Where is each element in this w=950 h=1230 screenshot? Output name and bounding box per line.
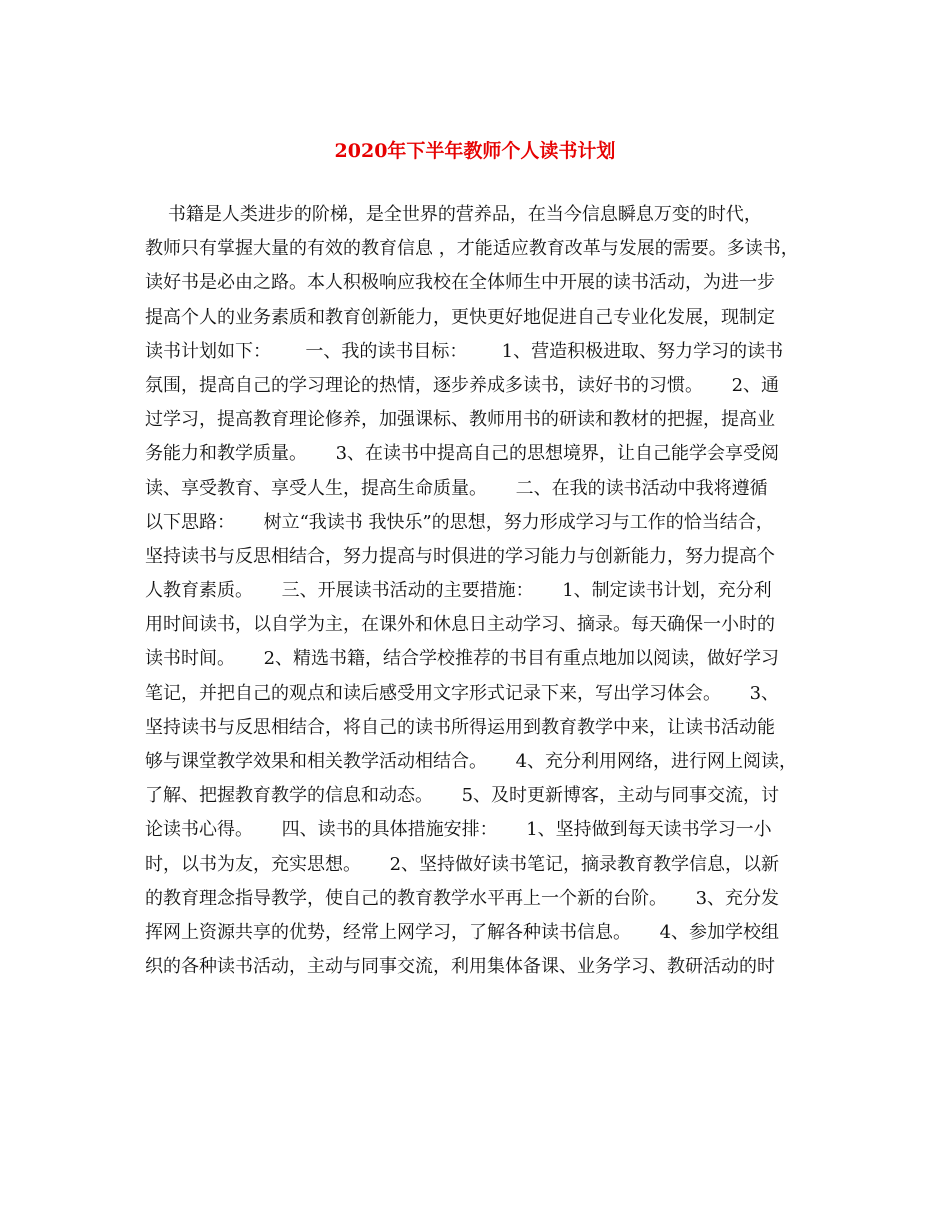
body-line: 用时间读书，以自学为主，在课外和休息日主动学习、摘录。每天确保一小时的 bbox=[145, 614, 775, 636]
body-line: 坚持读书与反思相结合，努力提高与时俱进的学习能力与创新能力，努力提高个 bbox=[145, 545, 775, 567]
body-line: 织的各种读书活动，主动与同事交流，利用集体备课、业务学习、教研活动的时 bbox=[145, 956, 775, 978]
body-line: 读、享受教育、享受人生，提高生命质量。 二、在我的读书活动中我将遵循 bbox=[145, 477, 768, 499]
body-line: 氛围，提高自己的学习理论的热情，逐步养成多读书，读好书的习惯。 2、通 bbox=[145, 374, 780, 396]
body-line: 够与课堂教学效果和相关教学活动相结合。 4、充分利用网络，进行网上阅读， bbox=[145, 751, 798, 772]
body-line: 读书计划如下： 一、我的读书目标： 1、营造积极进取、努力学习的读书 bbox=[145, 340, 784, 362]
document-body bbox=[145, 198, 815, 984]
body-line: 过学习，提高教育理论修养，加强课标、教师用书的研读和教材的把握，提高业 bbox=[145, 409, 775, 431]
body-line: 时，以书为友，充实思想。 2、坚持做好读书笔记，摘录教育教学信息，以新 bbox=[145, 853, 780, 875]
body-line: 提高个人的业务素质和教育创新能力，更快更好地促进自己专业化发展，现制定 bbox=[145, 306, 775, 328]
body-line: 务能力和教学质量。 3、在读书中提高自己的思想境界，让自己能学会享受阅 bbox=[145, 443, 780, 465]
body-line: 坚持读书与反思相结合，将自己的读书所得运用到教育教学中来，让读书活动能 bbox=[145, 716, 775, 738]
body-line: 挥网上资源共享的优势，经常上网学习，了解各种读书信息。 4、参加学校组 bbox=[145, 921, 780, 943]
body-line: 读书时间。 2、精选书籍，结合学校推荐的书目有重点地加以阅读，做好学习 bbox=[145, 648, 780, 670]
body-line: 读好书是必由之路。本人积极响应我校在全体师生中开展的读书活动，为进一步 bbox=[145, 272, 775, 294]
body-line: 教师只有掌握大量的有效的教育信息 ，才能适应教育改革与发展的需要。多读书， bbox=[145, 238, 799, 260]
body-line: 的教育理念指导教学，使自己的教育教学水平再上一个新的台阶。 3、充分发 bbox=[145, 887, 780, 909]
body-line: 以下思路： 树立“我读书 我快乐”的思想，努力形成学习与工作的恰当结合， bbox=[145, 511, 774, 533]
document-title: 2020年下半年教师个人读书计划 bbox=[334, 140, 616, 162]
body-line: 人教育素质。 三、开展读书活动的主要措施： 1、制定读书计划，充分利 bbox=[145, 580, 772, 602]
body-line: 书籍是人类进步的阶梯，是全世界的营养品，在当今信息瞬息万变的时代， bbox=[145, 204, 762, 225]
body-line: 笔记，并把自己的观点和读后感受用文字形式记录下来，写出学习体会。 3、 bbox=[145, 682, 780, 704]
body-line: 论读书心得。 四、读书的具体措施安排： 1、坚持做到每天读书学习一小 bbox=[145, 819, 772, 841]
body-line: 了解、把握教育教学的信息和动态。 5、及时更新博客，主动与同事交流，讨 bbox=[145, 785, 780, 807]
